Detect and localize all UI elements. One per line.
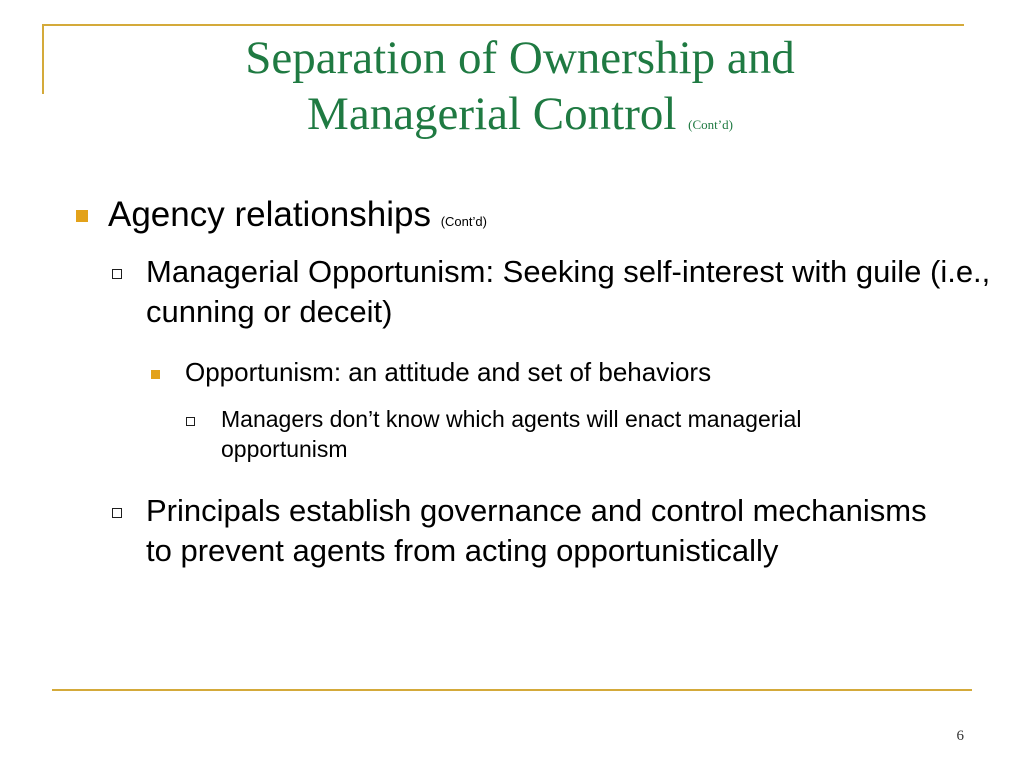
hollow-square-bullet-icon [112, 269, 122, 279]
frame-top-line [42, 24, 964, 26]
page-number: 6 [956, 728, 964, 744]
title-line-2 [60, 86, 980, 153]
bullet-text: Principals establish governance and control mechanisms to prevent agents from acting opportunistically [146, 493, 927, 568]
title-line-1: Separation of Ownership and [245, 32, 795, 84]
filled-square-bullet-icon [76, 210, 88, 222]
slide-title [60, 30, 980, 153]
bullet-text: Opportunism: an attitude and set of behaviors [185, 357, 712, 387]
title-line-2-text: Managerial Control [307, 88, 677, 140]
bullet-text [108, 194, 988, 243]
filled-square-bullet-icon [151, 370, 160, 379]
frame-left-line [42, 24, 44, 94]
footer-divider-line [52, 689, 972, 691]
bullet-text: Managerial Opportunism: Seeking self-interest with guile (i.e., cunning or deceit) [146, 254, 991, 329]
title-cont-note: (Cont’d) [688, 117, 733, 132]
bullet-text: Managers don’t know which agents will enact managerial opportunism [221, 406, 802, 462]
agency-cont-note: (Cont’d) [440, 214, 487, 229]
hollow-square-bullet-icon [186, 417, 195, 426]
hollow-square-bullet-icon [112, 508, 122, 518]
agency-text: Agency relationships [108, 195, 431, 234]
